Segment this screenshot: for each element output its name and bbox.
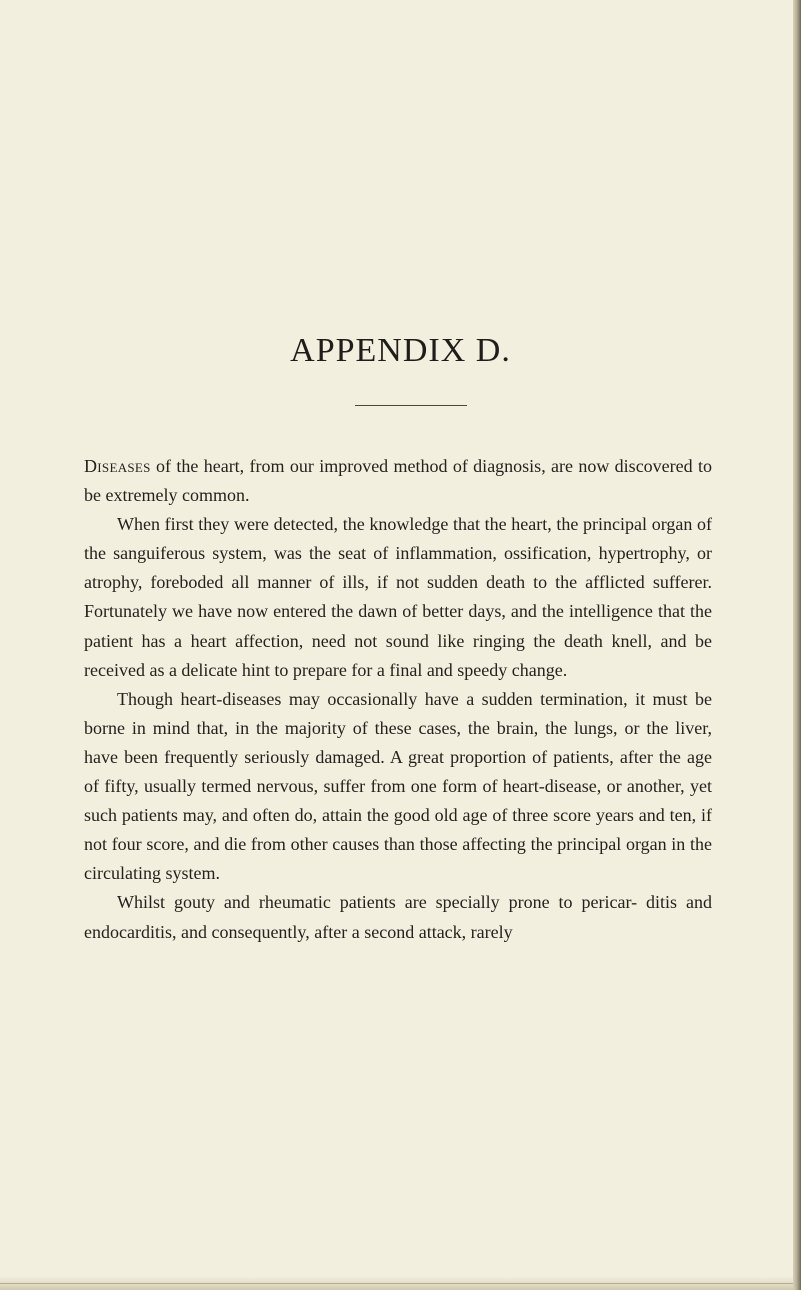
body-text	[84, 452, 712, 947]
paragraph-2: When first they were detected, the knowledge that the heart, the principal organ of the sanguiferous system, was the seat of inflammation, ossification, hypertrophy, or atrophy, foreboded all manner of ills, if not sudden death to the afflicted sufferer. Fortunately we have now entered the dawn of better days, and the intelligence that the patient has a heart affection, need not sound like ringing the death knell, and be received as a delicate hint to prepare for a final and speedy change.	[84, 514, 712, 680]
lead-word: Diseases	[84, 456, 151, 476]
page-bottom-line	[0, 1283, 801, 1284]
paragraph-3: Though heart-diseases may occasionally have a sudden termination, it must be borne in mind that, in the majority of these cases, the brain, the lungs, or the liver, have been frequently seriously damaged. A great proportion of patients, after the age of fifty, usually termed nervous, suffer from one form of heart-disease, or another, yet such patients may, and often do, attain the good old age of three score years and ten, if not four score, and die from other causes than those affecting the principal organ in the circulating system.	[84, 688, 712, 884]
page-title: APPENDIX D.	[290, 332, 511, 369]
paragraph-1	[84, 452, 712, 510]
paragraph-1-text: of the heart, from our improved method of diagnosis, are now discovered to be extremely common.	[84, 456, 712, 506]
paragraph-4: Whilst gouty and rheumatic patients are specially prone to pericar- ditis and endocarditis, and consequently, after a second attack, rarely	[84, 892, 712, 942]
page-right-edge	[793, 0, 801, 1290]
title-rule	[355, 405, 467, 406]
